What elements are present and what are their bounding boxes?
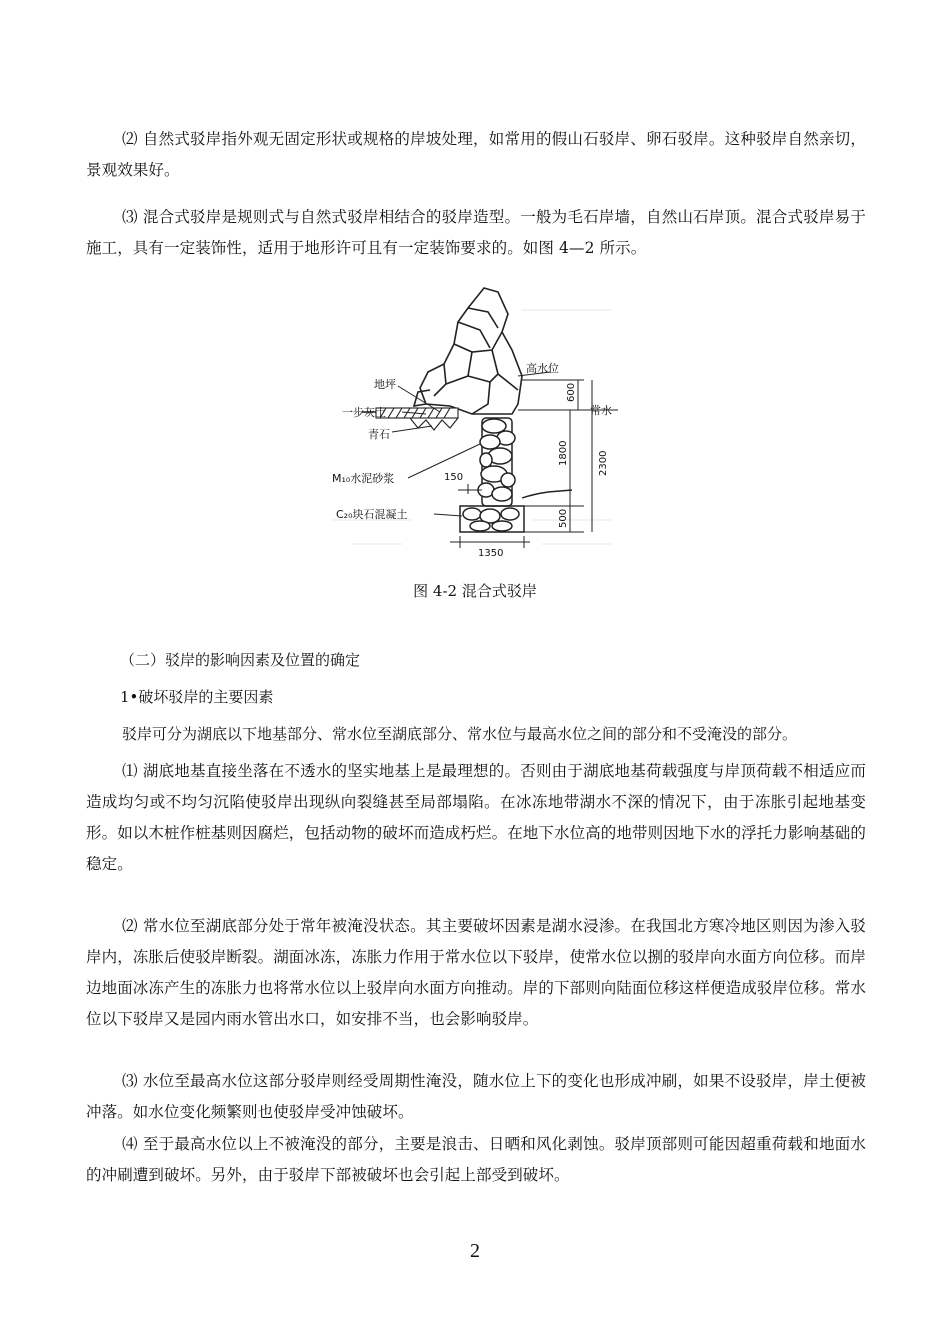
paragraph-factor-2: ⑵ 常水位至湖底部分处于常年被淹没状态。其主要破坏因素是湖水浸渗。在我国北方寒冷地区则因为渗入驳岸内，冻胀后使驳岸断裂。湖面冰冻，冻胀力作用于常水位以下驳岸，使常水位以捌的驳岸向水面方向位移。而岸边地面冰冻产生的冻胀力也将常水位以上驳岸向水面方向推动。岸的下部则向陆面位移这样便造成驳岸位移。常水位以下驳岸又是园内雨水管出水口，如安排不当，也会影响驳岸。 — [86, 917, 867, 1028]
page-number: 2 — [470, 1240, 480, 1262]
label-concrete: C₂₀块石混凝土 — [336, 508, 408, 521]
rubble-wall-icon — [478, 418, 515, 506]
paragraph-factor-3: ⑶ 水位至最高水位这部分驳岸则经受周期性淹没，随水位上下的变化也形成冲刷，如果不设驳岸，岸土便被冲落。如水位变化频繁则也使驳岸受冲蚀破坏。 — [86, 1072, 866, 1121]
label-dipin: 地坪 — [374, 378, 396, 391]
dim-600: 600 — [566, 382, 577, 402]
figure-mixed-revetment — [322, 280, 622, 558]
label-lime-soil: 一步灰土 — [342, 406, 386, 419]
label-bluestone: 青石 — [368, 428, 390, 441]
label-mortar: M₁₀水泥砂浆 — [332, 472, 395, 485]
dim-500: 500 — [558, 508, 569, 528]
section-heading: （二）驳岸的影响因素及位置的确定 — [120, 651, 361, 669]
figure-caption: 图 4-2 混合式驳岸 — [413, 582, 537, 600]
dim-1350: 1350 — [478, 548, 504, 558]
paragraph-factor-4: ⑷ 至于最高水位以上不被淹没的部分，主要是浪击、日晒和风化剥蚀。驳岸顶部则可能因超重荷载和地面水的冲刷遭到破坏。另外，由于驳岸下部被破坏也会引起上部受到破坏。 — [86, 1135, 866, 1184]
foundation-block-icon — [460, 506, 524, 532]
subsection-heading: 1•破坏驳岸的主要因素 — [120, 688, 274, 706]
dim-2300: 2300 — [598, 450, 609, 476]
paragraph-mixed-revetment: ⑶ 混合式驳岸是规则式与自然式驳岸相结合的驳岸造型。一般为毛石岸墙，自然山石岸顶。混合式驳岸易于施工，具有一定装饰性，适用于地形许可且有一定装饰要求的。如图 4—2 所示。 — [86, 208, 866, 257]
label-normal-water: 常水 — [590, 404, 612, 417]
revetment-diagram — [322, 280, 622, 558]
paragraph-natural-revetment: ⑵ 自然式驳岸指外观无固定形状或规格的岸坡处理，如常用的假山石驳岸、卵石驳岸。这种驳岸自然亲切，景观效果好。 — [86, 130, 866, 179]
section-intro: 驳岸可分为湖底以下地基部分、常水位至湖底部分、常水位与最高水位之间的部分和不受淹没的部分。 — [122, 725, 798, 743]
label-high-water: 高水位 — [526, 362, 559, 375]
dim-150: 150 — [444, 472, 464, 483]
rock-top-icon — [414, 288, 522, 414]
dim-1800: 1800 — [558, 440, 569, 466]
paragraph-factor-1: ⑴ 湖底地基直接坐落在不透水的坚实地基上是最理想的。否则由于湖底地基荷载强度与岸顶荷载不相适应而造成均匀或不均匀沉陷使驳岸出现纵向裂缝甚至局部塌陷。在冰冻地带湖水不深的情况下，由于冻胀引起地基变形。如以木桩作桩基则因腐烂，包括动物的破坏而造成朽烂。在地下水位高的地带则因地下水的浮托力影响基础的稳定。 — [86, 762, 867, 873]
